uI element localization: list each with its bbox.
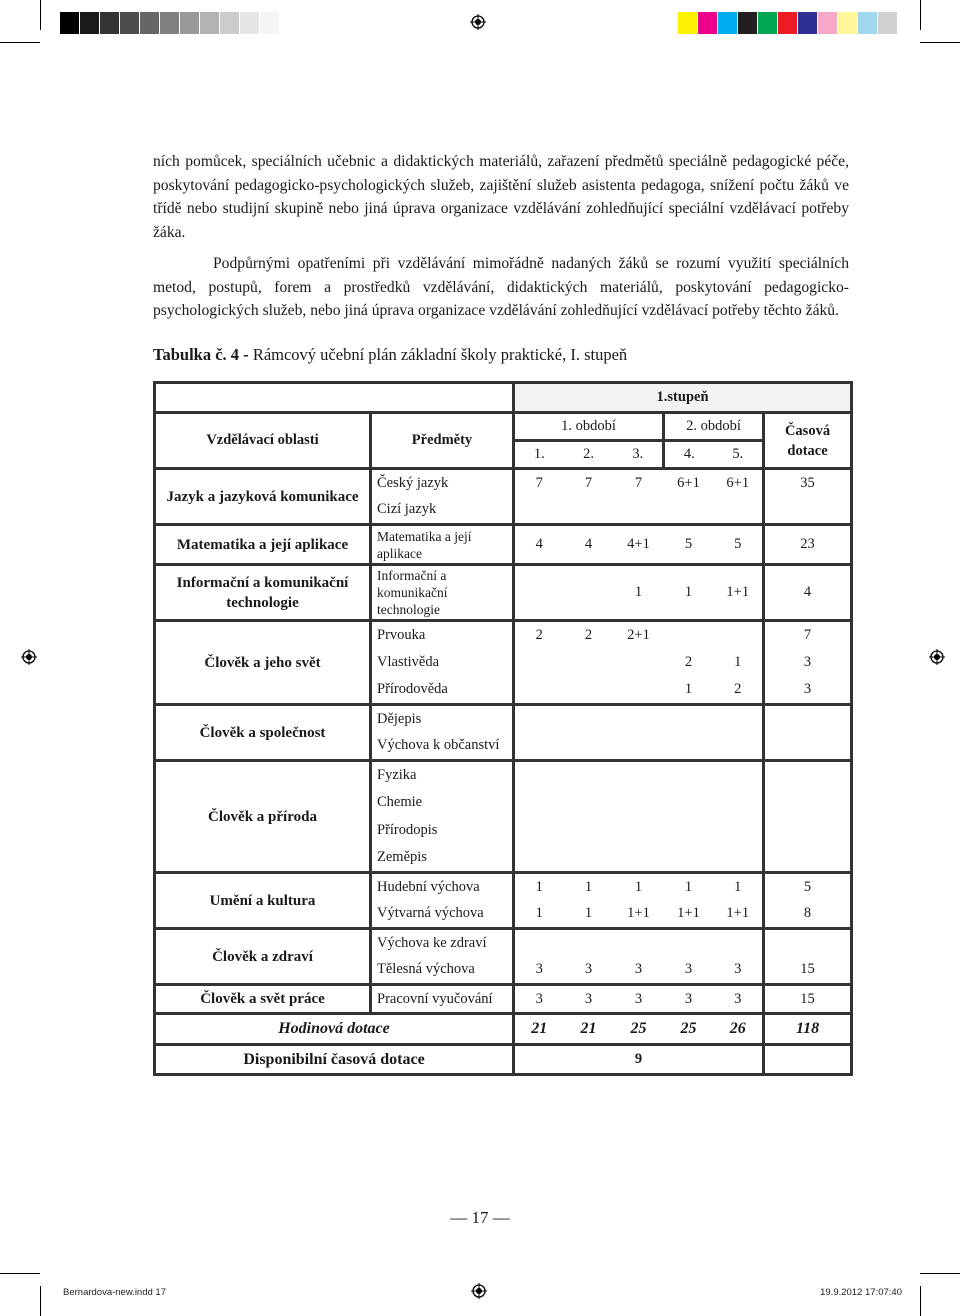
value-cell: 1 [664, 677, 714, 705]
footer-file: Bernardova-new.indd 17 [63, 1287, 166, 1298]
value-cell: 1+1 [664, 901, 714, 929]
grade-header: 2. [564, 441, 614, 469]
trim-mark [40, 1286, 41, 1316]
hours-label: Hodinová dotace [155, 1014, 514, 1045]
table-row [155, 985, 852, 1014]
hours-value: 21 [514, 1014, 564, 1045]
value-cell: 2 [514, 621, 564, 649]
value-cell: 1 [614, 565, 664, 621]
value-cell [664, 621, 714, 649]
value-cell [614, 677, 664, 705]
value-cell: 3 [714, 985, 764, 1014]
value-cell [614, 789, 664, 817]
registration-mark-icon [471, 1283, 487, 1299]
color-swatch [758, 12, 778, 34]
value-cell: 3 [714, 957, 764, 985]
value-cell: 3 [664, 957, 714, 985]
hours-value: 25 [664, 1014, 714, 1045]
value-cell [714, 705, 764, 733]
total-cell [764, 929, 852, 957]
value-cell: 4 [514, 525, 564, 565]
subject-cell: Výchova k občanství [371, 733, 514, 761]
color-swatch [120, 12, 140, 34]
total-cell: 3 [764, 677, 852, 705]
value-cell: 1 [664, 565, 714, 621]
value-cell: 3 [614, 985, 664, 1014]
value-cell [514, 789, 564, 817]
total-cell: 15 [764, 957, 852, 985]
value-cell [514, 705, 564, 733]
stage-header: 1.stupeň [514, 383, 852, 413]
subject-cell: Tělesná výchova [371, 957, 514, 985]
value-cell: 4 [564, 525, 614, 565]
value-cell [714, 789, 764, 817]
value-cell [514, 497, 564, 525]
value-cell: 1 [514, 901, 564, 929]
value-cell [714, 621, 764, 649]
total-cell: 3 [764, 649, 852, 677]
subject-cell: Zeměpis [371, 845, 514, 873]
value-cell [664, 845, 714, 873]
subject-cell: Matematika a její aplikace [371, 525, 514, 565]
value-cell: 1 [584, 878, 593, 895]
total-cell [764, 789, 852, 817]
total-cell: 8 [764, 901, 852, 929]
total-cell: 5 [764, 873, 852, 901]
value-cell [664, 817, 714, 845]
value-cell [614, 733, 664, 761]
value-cell [714, 497, 764, 525]
subject-cell: Fyzika [377, 766, 417, 783]
subject-cell: Prvouka [377, 626, 426, 643]
subject-cell: Přírodověda [371, 677, 514, 705]
total-cell: 4 [764, 565, 852, 621]
value-cell: 4+1 [614, 525, 664, 565]
total-cell: 23 [764, 525, 852, 565]
total-cell: 15 [764, 985, 852, 1014]
trim-mark [40, 0, 41, 30]
total-cell [764, 845, 852, 873]
value-cell: 7 [514, 469, 564, 497]
area-cell: Jazyk a jazyková komunikace [155, 469, 371, 525]
color-swatch [858, 12, 878, 34]
value-cell: 3 [614, 957, 664, 985]
total-cell [764, 733, 852, 761]
color-swatch [180, 12, 200, 34]
value-cell: 2 [714, 677, 764, 705]
value-cell: 2+1 [627, 626, 650, 643]
total-cell [764, 817, 852, 845]
total-cell: 7 [764, 621, 852, 649]
table-row [155, 565, 852, 621]
area-cell: Informační a komunikační technologie [155, 565, 371, 621]
area-cell: Umění a kultura [155, 873, 371, 929]
value-cell [564, 497, 614, 525]
grade-header: 5. [714, 441, 764, 469]
value-cell: 1 [734, 878, 742, 895]
value-cell [514, 565, 564, 621]
color-swatch [60, 12, 80, 34]
header-spacer [155, 383, 514, 413]
trim-mark [0, 1273, 40, 1274]
trim-mark [920, 0, 921, 30]
value-cell: 3 [564, 985, 614, 1014]
value-cell [564, 733, 614, 761]
grade-header: 1. [514, 441, 564, 469]
value-cell [514, 761, 564, 789]
color-swatch [838, 12, 858, 34]
subject-cell: Výtvarná výchova [371, 901, 514, 929]
value-cell [564, 705, 614, 733]
value-cell [614, 845, 664, 873]
value-cell [514, 649, 564, 677]
table-caption [153, 345, 627, 365]
value-cell [564, 789, 614, 817]
grade-header: 3. [614, 441, 664, 469]
value-cell [664, 497, 714, 525]
value-cell [564, 677, 614, 705]
area-cell: Matematika a její aplikace [155, 525, 371, 565]
total-cell [764, 497, 852, 525]
hours-total: 118 [764, 1014, 852, 1045]
value-cell: 1+1 [714, 565, 764, 621]
subject-cell: Výchova ke zdraví [377, 934, 487, 951]
cmyk-colorbar [678, 12, 898, 34]
value-cell: 5 [714, 525, 764, 565]
paragraph: Podpůrnými opatřeními při vzdělávání mimořádně nadaných žáků se rozumí využití speciálních metod, postupů, forem a prostředků vzdělávání, didaktických materiálů, poskytování pedagogicko-psychologických služeb, nebo jiná úprava organizace vzdělávání zohledňující vzdělávací potřeby těchto žáků. [153, 255, 849, 319]
value-cell [664, 705, 714, 733]
color-swatch [200, 12, 220, 34]
value-cell [564, 929, 614, 957]
area-cell: Člověk a svět práce [155, 985, 371, 1014]
value-cell [714, 845, 764, 873]
value-cell [614, 497, 664, 525]
color-swatch [718, 12, 738, 34]
color-swatch [818, 12, 838, 34]
subject-cell: Vlastivěda [377, 654, 440, 670]
page-number: — 17 — [450, 1208, 510, 1227]
total-cell [764, 761, 852, 789]
registration-mark-icon [21, 649, 37, 665]
subject-cell: Český jazyk [377, 474, 449, 491]
area-cell: Člověk a jeho svět [155, 621, 371, 705]
color-swatch [778, 12, 798, 34]
period1-header: 1. období [514, 413, 664, 441]
paragraph: ních pomůcek, speciálních učebnic a didaktických materiálů, zařazení předmětů speciálně pedagogické péče, poskytování pedagogicko-psychologických služeb, zajištění služeb asistenta pedagoga, snížení počtu žáků ve třídě nebo studijní skupině nebo jiná úprava organizace vzdělávání zohledňující speciální vzdělávací potřeby žáka. [153, 153, 849, 241]
value-cell [514, 677, 564, 705]
subject-cell: Cizí jazyk [371, 497, 514, 525]
value-cell [664, 733, 714, 761]
color-swatch [698, 12, 718, 34]
value-cell [664, 789, 714, 817]
value-cell: 1 [684, 878, 693, 895]
value-cell [614, 817, 664, 845]
table-row [155, 469, 852, 497]
registration-mark-icon [929, 649, 945, 665]
color-swatch [878, 12, 898, 34]
value-cell: 2 [684, 654, 693, 670]
value-cell [514, 929, 564, 957]
value-cell: 2 [584, 626, 593, 643]
value-cell: 1 [564, 901, 614, 929]
table-row [155, 761, 852, 789]
value-cell: 1+1 [714, 901, 764, 929]
value-cell [614, 705, 664, 733]
color-swatch [240, 12, 260, 34]
color-swatch [100, 12, 120, 34]
hours-value: 21 [564, 1014, 614, 1045]
hours-value: 25 [614, 1014, 664, 1045]
value-cell: 7 [584, 474, 593, 491]
area-cell: Člověk a zdraví [155, 929, 371, 985]
value-cell [564, 649, 614, 677]
value-cell: 1 [734, 654, 742, 670]
caption-label: Tabulka č. 4 - [153, 345, 249, 364]
value-cell: 6+1 [726, 474, 750, 491]
value-cell [664, 761, 714, 789]
area-column-header: Vzdělávací oblasti [155, 413, 371, 469]
available-value: 9 [634, 1051, 643, 1067]
value-cell: 1 [634, 878, 643, 895]
available-label: Disponibilní časová dotace [155, 1045, 514, 1075]
value-cell [614, 649, 664, 677]
value-cell [564, 845, 614, 873]
area-cell: Člověk a příroda [155, 761, 371, 873]
curriculum-table [153, 381, 853, 1076]
color-swatch [678, 12, 698, 34]
subject-column-header: Předměty [371, 413, 514, 469]
grade-header: 4. [664, 441, 714, 469]
table-row [155, 525, 852, 565]
value-cell [714, 929, 764, 957]
color-swatch [220, 12, 240, 34]
value-cell: 6+1 [677, 474, 700, 491]
subject-cell: Hudební výchova [377, 878, 480, 895]
value-cell [514, 817, 564, 845]
value-cell [614, 929, 664, 957]
value-cell: 5 [664, 525, 714, 565]
footer-date: 19.9.2012 17:07:40 [820, 1287, 902, 1298]
color-swatch [798, 12, 818, 34]
color-swatch [80, 12, 100, 34]
page-number-value: 17 [471, 1208, 489, 1227]
subject-cell: Chemie [377, 794, 423, 810]
caption-text: Rámcový učební plán základní školy praktické, I. stupeň [248, 345, 628, 364]
value-cell: 3 [564, 957, 614, 985]
area-cell: Člověk a společnost [155, 705, 371, 761]
grayscale-colorbar [60, 12, 280, 34]
value-cell: 1 [514, 873, 564, 901]
table-row [155, 705, 852, 733]
value-cell: 7 [634, 474, 643, 491]
color-swatch [260, 12, 280, 34]
color-swatch [738, 12, 758, 34]
value-cell [714, 817, 764, 845]
value-cell [564, 565, 614, 621]
value-cell [714, 761, 764, 789]
registration-mark-icon [470, 14, 486, 30]
subject-cell: Dějepis [377, 710, 422, 727]
trim-mark [920, 1273, 960, 1274]
subject-cell: Informační a komunikační technologie [371, 565, 514, 621]
table-row [155, 621, 852, 649]
value-cell [514, 733, 564, 761]
value-cell: 3 [664, 985, 714, 1014]
value-cell [514, 845, 564, 873]
value-cell: 1+1 [614, 901, 664, 929]
value-cell: 3 [514, 985, 564, 1014]
table-row [155, 929, 852, 957]
total-cell: 35 [764, 469, 852, 497]
hours-value: 26 [714, 1014, 764, 1045]
color-swatch [140, 12, 160, 34]
period2-header: 2. období [664, 413, 764, 441]
body-text [153, 150, 849, 323]
subject-cell: Pracovní vyučování [371, 985, 514, 1014]
value-cell [714, 733, 764, 761]
available-total [764, 1045, 852, 1075]
trim-mark [0, 42, 40, 43]
total-column-header: Časová dotace [764, 413, 852, 469]
value-cell [664, 929, 714, 957]
subject-cell: Přírodopis [377, 822, 438, 838]
value-cell [564, 761, 614, 789]
table-row [155, 873, 852, 901]
trim-mark [920, 42, 960, 43]
value-cell: 3 [514, 957, 564, 985]
total-cell [764, 705, 852, 733]
value-cell [564, 817, 614, 845]
trim-mark [920, 1286, 921, 1316]
value-cell [614, 761, 664, 789]
color-swatch [160, 12, 180, 34]
